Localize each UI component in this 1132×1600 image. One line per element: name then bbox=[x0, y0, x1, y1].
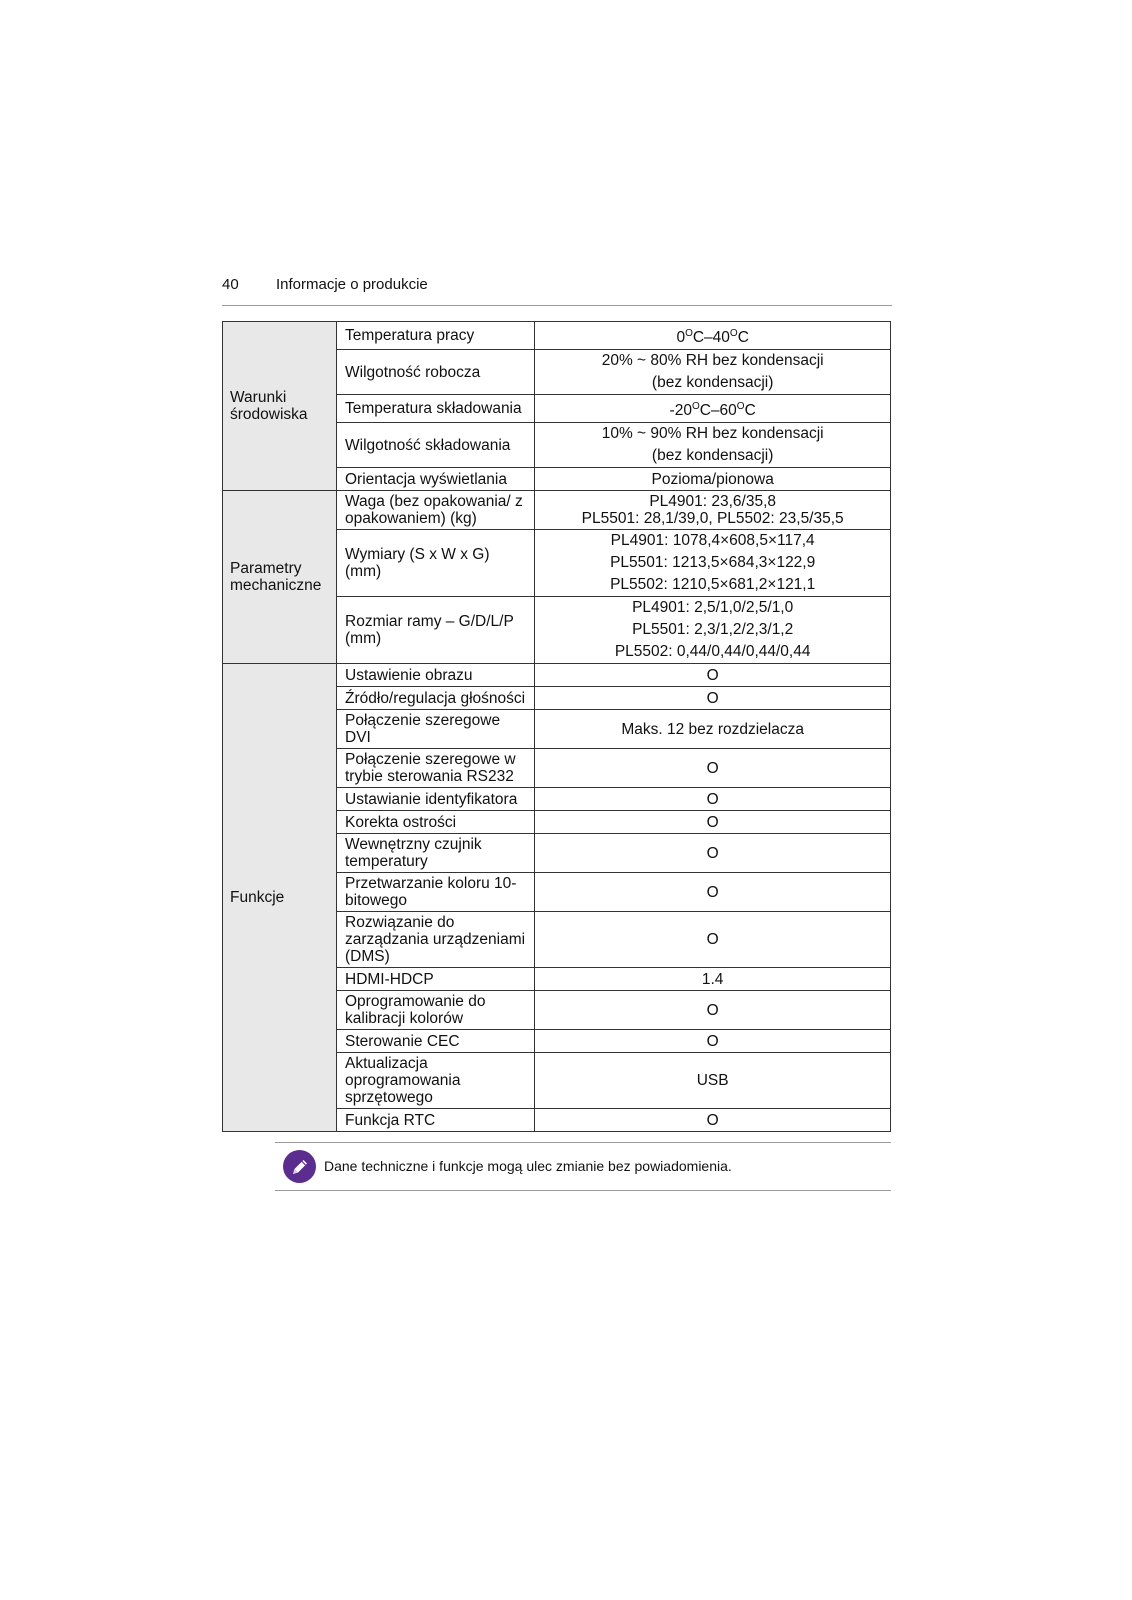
value-line: 10% ~ 90% RH bez kondensacji bbox=[601, 425, 824, 442]
row-label: Sterowanie CEC bbox=[337, 1030, 535, 1053]
row-value bbox=[535, 597, 891, 664]
row-label: Korekta ostrości bbox=[337, 811, 535, 834]
value-line: 20% ~ 80% RH bez kondensacji bbox=[601, 352, 824, 369]
category-cell bbox=[223, 491, 337, 664]
row-value: O bbox=[535, 991, 891, 1030]
value-line: PL5502: 0,44/0,44/0,44/0,44 bbox=[614, 643, 811, 660]
row-value: O bbox=[535, 811, 891, 834]
row-label: Źródło/regulacja głośności bbox=[337, 687, 535, 710]
page-header bbox=[222, 272, 892, 306]
row-label: HDMI-HDCP bbox=[337, 968, 535, 991]
row-label: Oprogramowanie do kalibracji kolorów bbox=[337, 991, 535, 1030]
row-label: Wilgotność robocza bbox=[337, 350, 535, 395]
value-part: C–60 bbox=[699, 402, 737, 419]
note-text: Dane techniczne i funkcje mogą ulec zmianie bez powiadomienia. bbox=[324, 1158, 732, 1174]
value-part: C–40 bbox=[692, 329, 730, 346]
value-line: PL5502: 1210,5×681,2×121,1 bbox=[610, 576, 816, 593]
row-label: Rozwiązanie do zarządzania urządzeniami (DMS) bbox=[337, 912, 535, 968]
row-value: Maks. 12 bez rozdzielacza bbox=[535, 710, 891, 749]
table-row bbox=[223, 664, 891, 687]
value-line: PL5501: 1213,5×684,3×122,9 bbox=[610, 554, 816, 571]
row-value: 1.4 bbox=[535, 968, 891, 991]
row-label: Przetwarzanie koloru 10-bitowego bbox=[337, 873, 535, 912]
degree-sup: O bbox=[685, 328, 693, 339]
page-number: 40 bbox=[222, 276, 239, 293]
value-line: PL4901: 1078,4×608,5×117,4 bbox=[610, 532, 815, 549]
spec-table bbox=[222, 321, 891, 1132]
row-label: Orientacja wyświetlania bbox=[337, 468, 535, 491]
row-label: Temperatura pracy bbox=[337, 322, 535, 350]
value-line: PL5501: 28,1/39,0, PL5502: 23,5/35,5 bbox=[581, 510, 844, 527]
row-label: Funkcja RTC bbox=[337, 1109, 535, 1132]
row-label: Wilgotność składowania bbox=[337, 423, 535, 468]
degree-sup: O bbox=[736, 401, 745, 412]
degree-sup: O bbox=[691, 401, 700, 412]
row-label: Aktualizacja oprogramowania sprzętowego bbox=[337, 1053, 535, 1109]
row-value: O bbox=[535, 749, 891, 788]
value-part: 0 bbox=[676, 329, 686, 346]
value-line: PL4901: 23,6/35,8 bbox=[649, 493, 777, 510]
row-label: Wymiary (S x W x G) (mm) bbox=[337, 530, 535, 597]
row-value: USB bbox=[535, 1053, 891, 1109]
value-line: (bez kondensacji) bbox=[651, 447, 774, 464]
row-value bbox=[535, 322, 891, 350]
category-cell bbox=[223, 664, 337, 1132]
row-label: Ustawienie obrazu bbox=[337, 664, 535, 687]
category-label: Warunki środowiska bbox=[230, 389, 308, 423]
category-label: Funkcje bbox=[230, 889, 285, 906]
row-value: O bbox=[535, 788, 891, 811]
row-label: Wewnętrzny czujnik temperatury bbox=[337, 834, 535, 873]
row-value: O bbox=[535, 834, 891, 873]
table-row bbox=[223, 322, 891, 350]
row-value: O bbox=[535, 687, 891, 710]
category-label: Parametry mechaniczne bbox=[230, 560, 322, 594]
row-label: Ustawianie identyfikatora bbox=[337, 788, 535, 811]
row-value bbox=[535, 491, 891, 530]
row-value bbox=[535, 423, 891, 468]
row-label: Połączenie szeregowe w trybie sterowania RS232 bbox=[337, 749, 535, 788]
row-label: Połączenie szeregowe DVI bbox=[337, 710, 535, 749]
row-value bbox=[535, 350, 891, 395]
value-part: C bbox=[744, 402, 756, 419]
row-value bbox=[535, 530, 891, 597]
row-value: Pozioma/pionowa bbox=[535, 468, 891, 491]
note-box bbox=[275, 1142, 891, 1191]
row-value bbox=[535, 395, 891, 423]
value-line: PL5501: 2,3/1,2/2,3/1,2 bbox=[632, 621, 794, 638]
section-title: Informacje o produkcie bbox=[276, 276, 428, 293]
value-part: C bbox=[737, 329, 749, 346]
pencil-note-icon bbox=[283, 1150, 316, 1183]
value-part: -20 bbox=[669, 402, 692, 419]
value-line: (bez kondensacji) bbox=[651, 374, 774, 391]
row-value: O bbox=[535, 1109, 891, 1132]
category-cell bbox=[223, 322, 337, 491]
table-row bbox=[223, 491, 891, 530]
row-value: O bbox=[535, 912, 891, 968]
row-value: O bbox=[535, 1030, 891, 1053]
row-label: Temperatura składowania bbox=[337, 395, 535, 423]
degree-sup: O bbox=[729, 328, 738, 339]
row-value: O bbox=[535, 664, 891, 687]
row-label: Waga (bez opakowania/ z opakowaniem) (kg) bbox=[337, 491, 535, 530]
row-value: O bbox=[535, 873, 891, 912]
value-line: PL4901: 2,5/1,0/2,5/1,0 bbox=[632, 599, 794, 616]
row-label: Rozmiar ramy – G/D/L/P (mm) bbox=[337, 597, 535, 664]
